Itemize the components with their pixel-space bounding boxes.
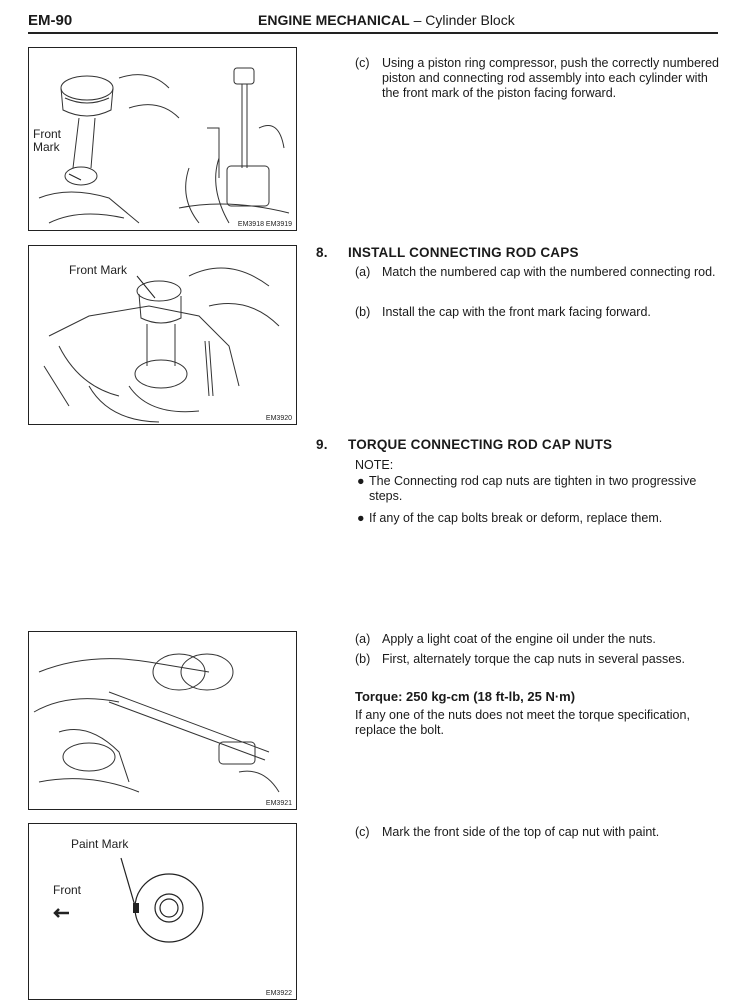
figure-rod-caps <box>28 245 297 425</box>
step-key: (c) <box>355 56 370 70</box>
figure-code: EM3920 <box>265 415 292 422</box>
step-key: (a) <box>355 632 371 646</box>
section-8-heading <box>316 245 726 263</box>
front-label: Front <box>33 127 62 141</box>
figure-torque-wrench <box>28 631 297 810</box>
mark-label: Mark <box>33 140 60 154</box>
figure-code: EM3918 EM3919 <box>237 221 292 228</box>
header-rule <box>28 32 718 34</box>
page-header <box>28 8 718 34</box>
figure-paint-mark <box>28 823 297 1000</box>
step-text: First, alternately torque the cap nuts in several passes. <box>382 652 685 666</box>
note-bullet-2 <box>357 511 725 526</box>
step-9a <box>355 632 725 647</box>
section-number: 9. <box>316 437 328 452</box>
section-9-heading <box>316 437 726 455</box>
step-9b <box>355 652 725 667</box>
step-c-piston <box>355 56 725 101</box>
torque-wrench-illustration <box>29 632 296 809</box>
subsection-title: – Cylinder Block <box>413 12 515 28</box>
section-title: INSTALL CONNECTING ROD CAPS <box>348 245 579 260</box>
figure-code: EM3922 <box>265 990 292 997</box>
step-text: Match the numbered cap with the numbered connecting rod. <box>382 265 716 279</box>
step-key: (a) <box>355 265 371 279</box>
torque-spec: Torque: 250 kg-cm (18 ft-lb, 25 N·m) <box>355 689 576 704</box>
piston-illustration <box>29 48 296 230</box>
section-number: 8. <box>316 245 328 260</box>
page-code: EM-90 <box>28 12 73 29</box>
step-text: Using a piston ring compressor, push the correctly numbered piston and connecting rod assembly into each cylinder with the front mark of the piston facing forward. <box>382 56 719 100</box>
step-8b <box>355 305 725 320</box>
bullet-text: If any of the cap bolts break or deform, replace them. <box>369 511 663 525</box>
step-key: (c) <box>355 825 370 839</box>
cap-nut-illustration <box>29 824 296 999</box>
step-text: Apply a light coat of the engine oil under the nuts. <box>382 632 656 646</box>
step-key: (b) <box>355 305 371 319</box>
bullet-text: The Connecting rod cap nuts are tighten in two progressive steps. <box>369 474 697 503</box>
figure-code: EM3921 <box>265 800 292 807</box>
front-label: Front <box>53 883 82 897</box>
bullet-dot: ● <box>357 511 365 525</box>
page-title <box>258 12 515 28</box>
step-text: Install the cap with the front mark facing forward. <box>382 305 651 319</box>
torque-note: If any one of the nuts does not meet the torque specification, replace the bolt. <box>355 708 690 737</box>
bullet-dot: ● <box>357 474 365 488</box>
figure-piston-insertion <box>28 47 297 231</box>
step-text: Mark the front side of the top of cap nut with paint. <box>382 825 660 839</box>
step-9c <box>355 825 725 840</box>
note-label: NOTE: <box>355 458 394 472</box>
front-mark-label: Front Mark <box>69 263 128 277</box>
step-key: (b) <box>355 652 371 666</box>
step-8a <box>355 265 725 280</box>
section-title: ENGINE MECHANICAL <box>258 12 410 28</box>
note-bullet-1 <box>357 474 725 504</box>
section-title: TORQUE CONNECTING ROD CAP NUTS <box>348 437 613 452</box>
paint-mark-label: Paint Mark <box>71 837 129 851</box>
